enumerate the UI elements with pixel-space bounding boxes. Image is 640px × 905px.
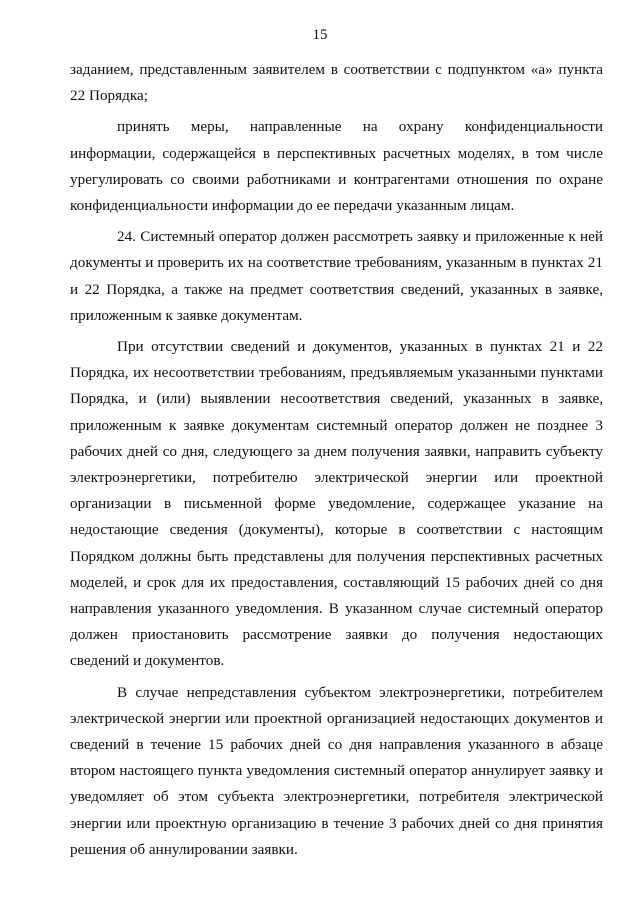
paragraph-clause-24: 24. Системный оператор должен рассмотреть заявку и приложенные к ней документы и проверить их на соответствие требованиям, указанным в пунктах 21 и 22 Порядка, а также на предмет соответствия сведений, указанных в заявке, приложенным к заявке документам.: [70, 228, 603, 324]
paragraph-continuation: заданием, представленным заявителем в соответствии с подпунктом «а» пункта 22 Порядка;: [70, 61, 603, 105]
document-body: [70, 57, 603, 868]
paragraph-confidentiality: принять меры, направленные на охрану конфиденциальности информации, содержащейся в перспективных расчетных моделях, в том числе урегулировать со своими работниками и контрагентами отношения по охране конфиденциальности информации до ее передачи указанным лицам.: [70, 118, 603, 215]
paragraph-missing-documents: При отсутствии сведений и документов, указанных в пунктах 21 и 22 Порядка, их несоответствии требованиям, предъявляемым указанными пунктами Порядка, и (или) выявлении несоответствия сведений, указанных в заявке, приложенным к заявке документам системный оператор должен не позднее 3 рабочих дней со дня, следующего за днем получения заявки, направить субъекту электроэнергетики, потребителю электрической энергии или проектной организации в письменной форме уведомление, содержащее указание на недостающие сведения (документы), которые в соответствии с настоящим Порядком должны быть представлены для получения перспективных расчетных моделей, и срок для их предоставления, составляющий 15 рабочих дней со дня направления указанного уведомления. В указанном случае системный оператор должен приостановить рассмотрение заявки до получения недостающих сведений и документов.: [70, 338, 603, 670]
page-number: 15: [312, 27, 328, 43]
paragraph-annulment: В случае непредставления субъектом электроэнергетики, потребителем электрической энергии или проектной организацией недостающих документов и сведений в течение 15 рабочих дней со дня направления указанного в абзаце втором настоящего пункта уведомления системный оператор аннулирует заявку и уведомляет об этом субъекта электроэнергетики, потребителя электрической энергии или проектную организацию в течение 3 рабочих дней со дня принятия решения об аннулировании заявки.: [70, 683, 603, 858]
